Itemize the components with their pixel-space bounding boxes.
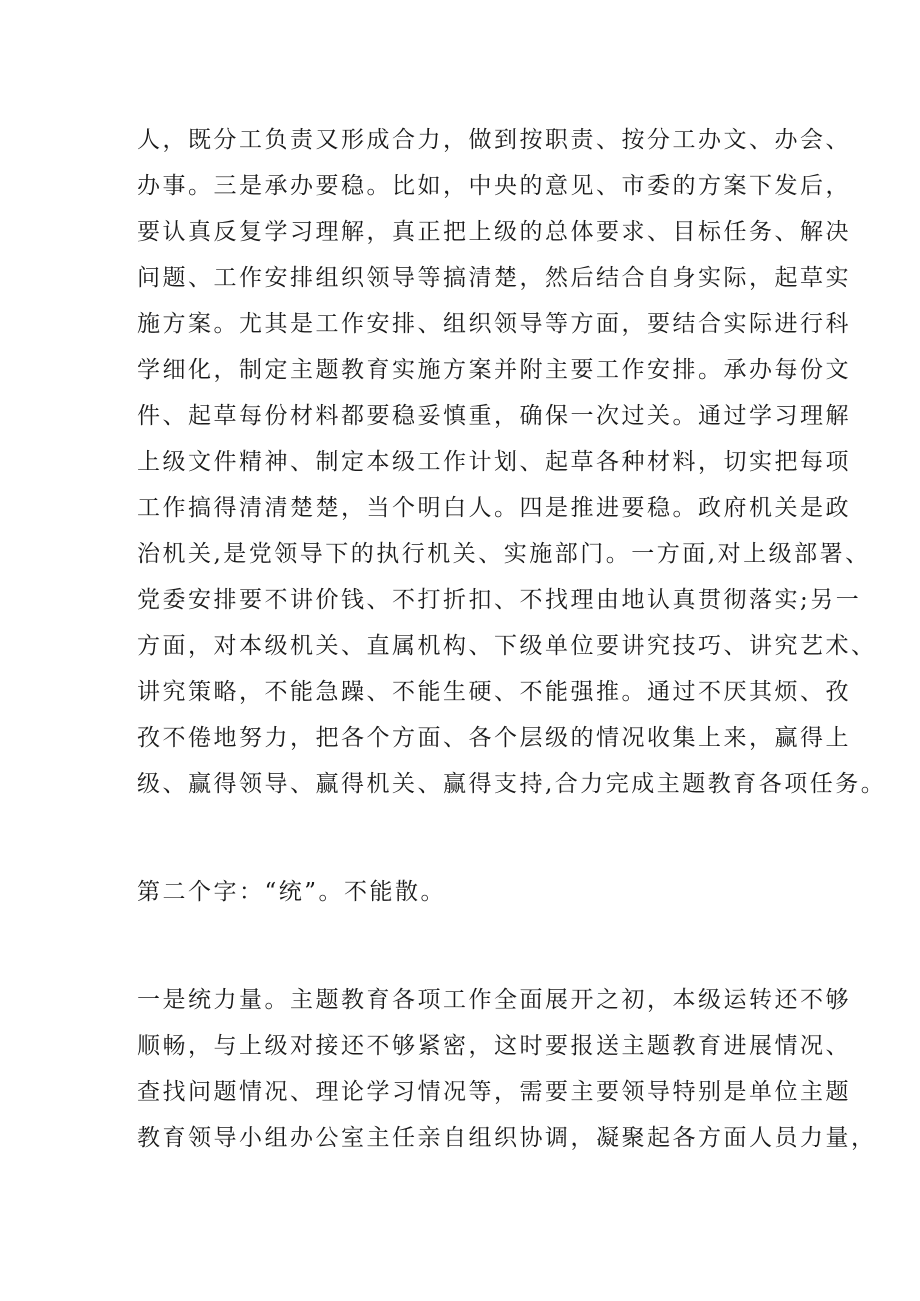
paragraph-line: 顺畅，与上级对接还不够紧密，这时要报送主题教育进展情况、 [137, 1033, 851, 1059]
paragraph-line: 一是统力量。主题教育各项工作全面展开之初，本级运转还不够 [137, 987, 851, 1013]
paragraph-line: 问题、工作安排组织领导等搞清楚，然后结合自身实际，起草实 [137, 265, 851, 291]
paragraph-line: 件、起草每份材料都要稳妥慎重，确保一次过关。通过学习理解 [137, 403, 851, 429]
paragraph-line: 要认真反复学习理解，真正把上级的总体要求、目标任务、解决 [137, 219, 851, 245]
paragraph-line: 学细化，制定主题教育实施方案并附主要工作安排。承办每份文 [137, 357, 851, 383]
paragraph-line: 教育领导小组办公室主任亲自组织协调，凝聚起各方面人员力量， [137, 1125, 877, 1151]
paragraph-line: 党委安排要不讲价钱、不打折扣、不找理由地认真贯彻落实;另一 [137, 587, 862, 613]
paragraph-line: 施方案。尤其是工作安排、组织领导等方面，要结合实际进行科 [137, 311, 851, 337]
paragraph-line: 方面，对本级机关、直属机构、下级单位要讲究技巧、讲究艺术、 [137, 633, 877, 659]
paragraph-line: 讲究策略，不能急躁、不能生硬、不能强推。通过不厌其烦、孜 [137, 679, 851, 705]
paragraph-line: 治机关,是党领导下的执行机关、实施部门。一方面,对上级部署、 [137, 541, 871, 567]
paragraph-line: 孜不倦地努力，把各个方面、各个层级的情况收集上来，赢得上 [137, 725, 851, 751]
section-heading: 第二个字：“统”。不能散。 [137, 879, 447, 905]
paragraph-line: 上级文件精神、制定本级工作计划、起草各种材料，切实把每项 [137, 449, 851, 475]
paragraph-line: 级、赢得领导、赢得机关、赢得支持,合力完成主题教育各项任务。 [137, 771, 887, 797]
paragraph-line: 人，既分工负责又形成合力，做到按职责、按分工办文、办会、 [137, 127, 851, 153]
paragraph-line: 工作搞得清清楚楚，当个明白人。四是推进要稳。政府机关是政 [137, 495, 851, 521]
paragraph-line: 办事。三是承办要稳。比如，中央的意见、市委的方案下发后， [137, 173, 851, 199]
paragraph-line: 查找问题情况、理论学习情况等，需要主要领导特别是单位主题 [137, 1079, 851, 1105]
